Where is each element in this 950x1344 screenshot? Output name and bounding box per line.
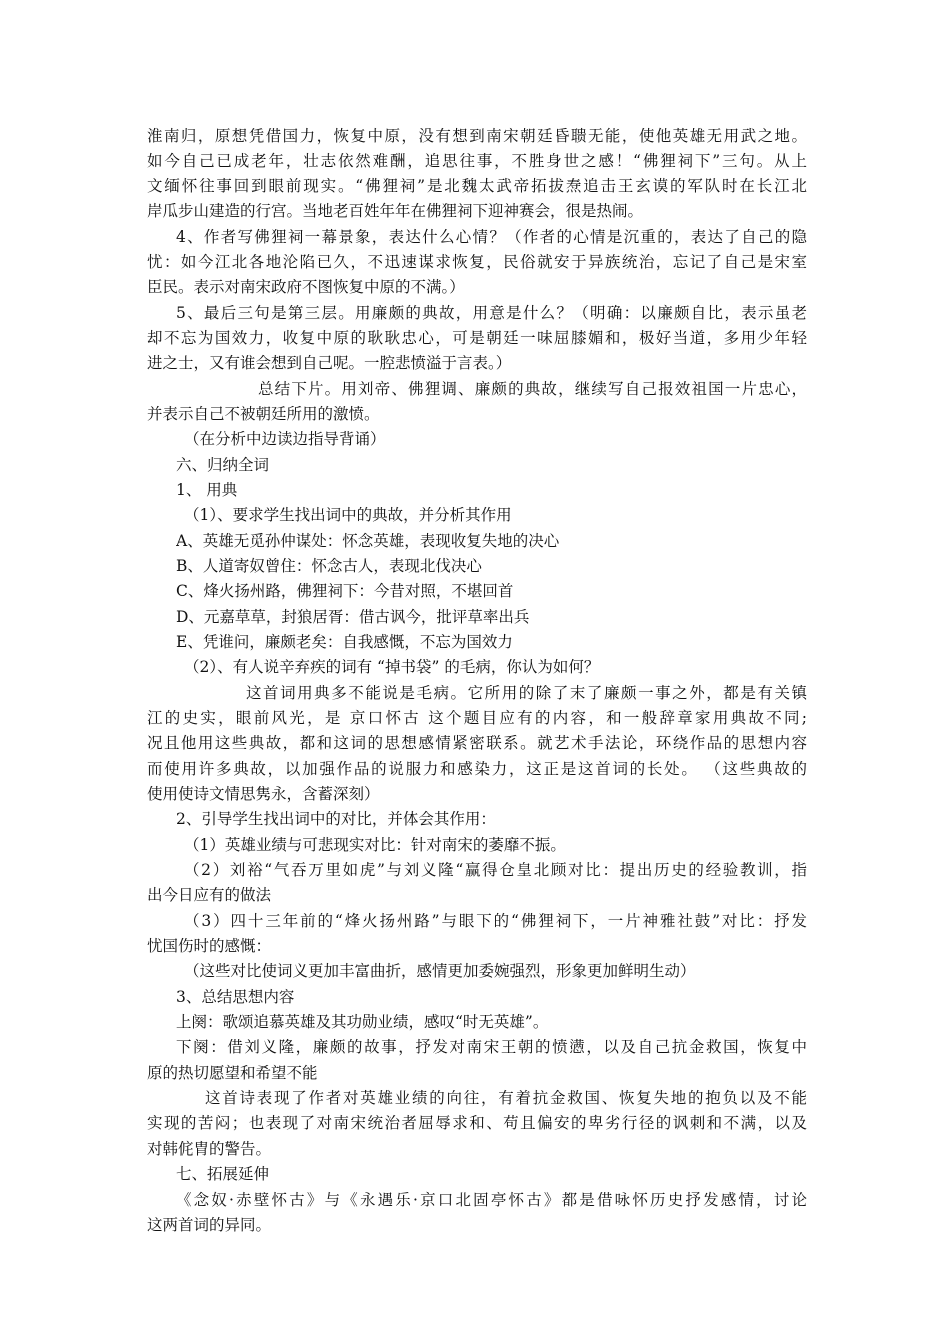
text-line: 淮南归，原想凭借国力，恢复中原，没有想到南宋朝廷昏聩无能，使他英雄无用武之地。 — [147, 127, 807, 145]
list-item: B、人道寄奴曾住：怀念古人，表现北伐决心 — [176, 557, 482, 575]
section-heading: 六、归纳全词 — [176, 456, 270, 474]
text-line: 而使用许多典故，以加强作品的说服力和感染力，这正是这首词的长处。 （这些典故的 — [147, 760, 807, 778]
text-line: 文缅怀往事回到眼前现实。“佛狸祠”是北魏太武帝拓拔焘追击王玄谟的军队时在长江北 — [147, 177, 807, 195]
list-item: D、元嘉草草，封狼居胥：借古讽今，批评草率出兵 — [176, 608, 530, 626]
text-line: 江的史实，眼前风光，是 京口怀古 这个题目应有的内容，和一般辞章家用典故不同; — [147, 709, 807, 727]
text-line: 出今日应有的做法 — [147, 886, 272, 904]
text-line: 并表示自己不被朝廷所用的激愤。 — [147, 405, 380, 423]
text-line: （1）、要求学生找出词中的典故，并分析其作用 — [184, 506, 512, 524]
text-line: 如今自己已成老年，壮志依然难酬，追思往事，不胜身世之感！“佛狸祠下”三句。从上 — [147, 152, 807, 170]
list-item: E、凭谁问，廉颇老矣：自我感慨，不忘为国效力 — [176, 633, 513, 651]
text-line: 5、最后三句是第三层。用廉颇的典故，用意是什么？（明确：以廉颇自比，表示虽老 — [176, 304, 807, 322]
subsection-heading: 2、引导学生找出词中的对比，并体会其作用： — [176, 810, 496, 828]
text-line: （在分析中边读边指导背诵） — [184, 430, 386, 448]
text-line: 上阕：歌颂追慕英雄及其功勋业绩，感叹“时无英雄”。 — [176, 1013, 549, 1031]
text-line: 4、作者写佛狸祠一幕景象，表达什么心情？（作者的心情是沉重的，表达了自己的隐 — [176, 228, 807, 246]
text-line: 这首诗表现了作者对英雄业绩的向往，有着抗金救国、恢复失地的抱负以及不能 — [205, 1089, 807, 1107]
list-item: C、烽火扬州路，佛狸祠下：今昔对照，不堪回首 — [176, 582, 514, 600]
text-line: 况且他用这些典故，都和这词的思想感情紧密联系。就艺术手法论，环绕作品的思想内容 — [147, 734, 807, 752]
text-line: 臣民。表示对南宋政府不图恢复中原的不满。） — [147, 278, 465, 296]
text-line: 原的热切愿望和希望不能 — [147, 1064, 318, 1082]
list-item: （1）英雄业绩与可悲现实对比：针对南宋的萎靡不振。 — [184, 836, 566, 854]
section-heading: 七、拓展延伸 — [176, 1165, 270, 1183]
text-line: 进之士，又有谁会想到自己呢。一腔悲愤溢于言表。） — [147, 354, 512, 372]
text-line: 这首词用典多不能说是毛病。它所用的除了末了廉颇一事之外，都是有关镇 — [246, 684, 807, 702]
text-line: 使用使诗文情思隽永，含蓄深刻） — [147, 785, 380, 803]
text-line: 却不忘为国效力，收复中原的耿耿忠心，可是朝廷一味屈膝媚和，极好当道，多用少年轻 — [147, 329, 807, 347]
text-line: 总结下片。用刘帝、佛狸调、廉颇的典故，继续写自己报效祖国一片忠心， — [258, 380, 807, 398]
subsection-heading: 1、 用典 — [176, 481, 238, 499]
list-item: （2）刘裕“气吞万里如虎”与刘义隆“赢得仓皇北顾对比：提出历史的经验教训，指 — [184, 861, 807, 879]
text-line: 《念奴·赤壁怀古》与《永遇乐·京口北固亭怀古》都是借咏怀历史抒发感情，讨论 — [176, 1191, 807, 1209]
text-line: （这些对比使词义更加丰富曲折，感情更加委婉强烈，形象更加鲜明生动） — [184, 962, 696, 980]
subsection-heading: 3、总结思想内容 — [176, 988, 295, 1006]
text-line: 下阕：借刘义隆，廉颇的故事，抒发对南宋王朝的愤懑，以及自己抗金救国，恢复中 — [176, 1038, 807, 1056]
text-line: 对韩侂胄的警告。 — [147, 1140, 272, 1158]
text-line: 这两首词的异同。 — [147, 1216, 272, 1234]
list-item: A、英雄无觅孙仲谋处：怀念英雄，表现收复失地的决心 — [176, 532, 560, 550]
text-line: 忧：如今江北各地沦陷已久，不迅速谋求恢复，民俗就安于异族统治，忘记了自己是宋室 — [147, 253, 807, 271]
text-line: 实现的苦闷；也表现了对南宋统治者屈辱求和、苟且偏安的卑劣行径的讽刺和不满，以及 — [147, 1114, 807, 1132]
text-line: 岸瓜步山建造的行宫。当地老百姓年年在佛狸祠下迎神赛会，很是热闹。 — [147, 202, 644, 220]
text-line: （2）、有人说辛弃疾的词有 “掉书袋” 的毛病，你认为如何？ — [184, 658, 600, 676]
text-line: 忧国伤时的感慨： — [147, 937, 272, 955]
list-item: （3）四十三年前的“烽火扬州路”与眼下的“佛狸祠下，一片神雅社鼓”对比：抒发 — [184, 912, 807, 930]
